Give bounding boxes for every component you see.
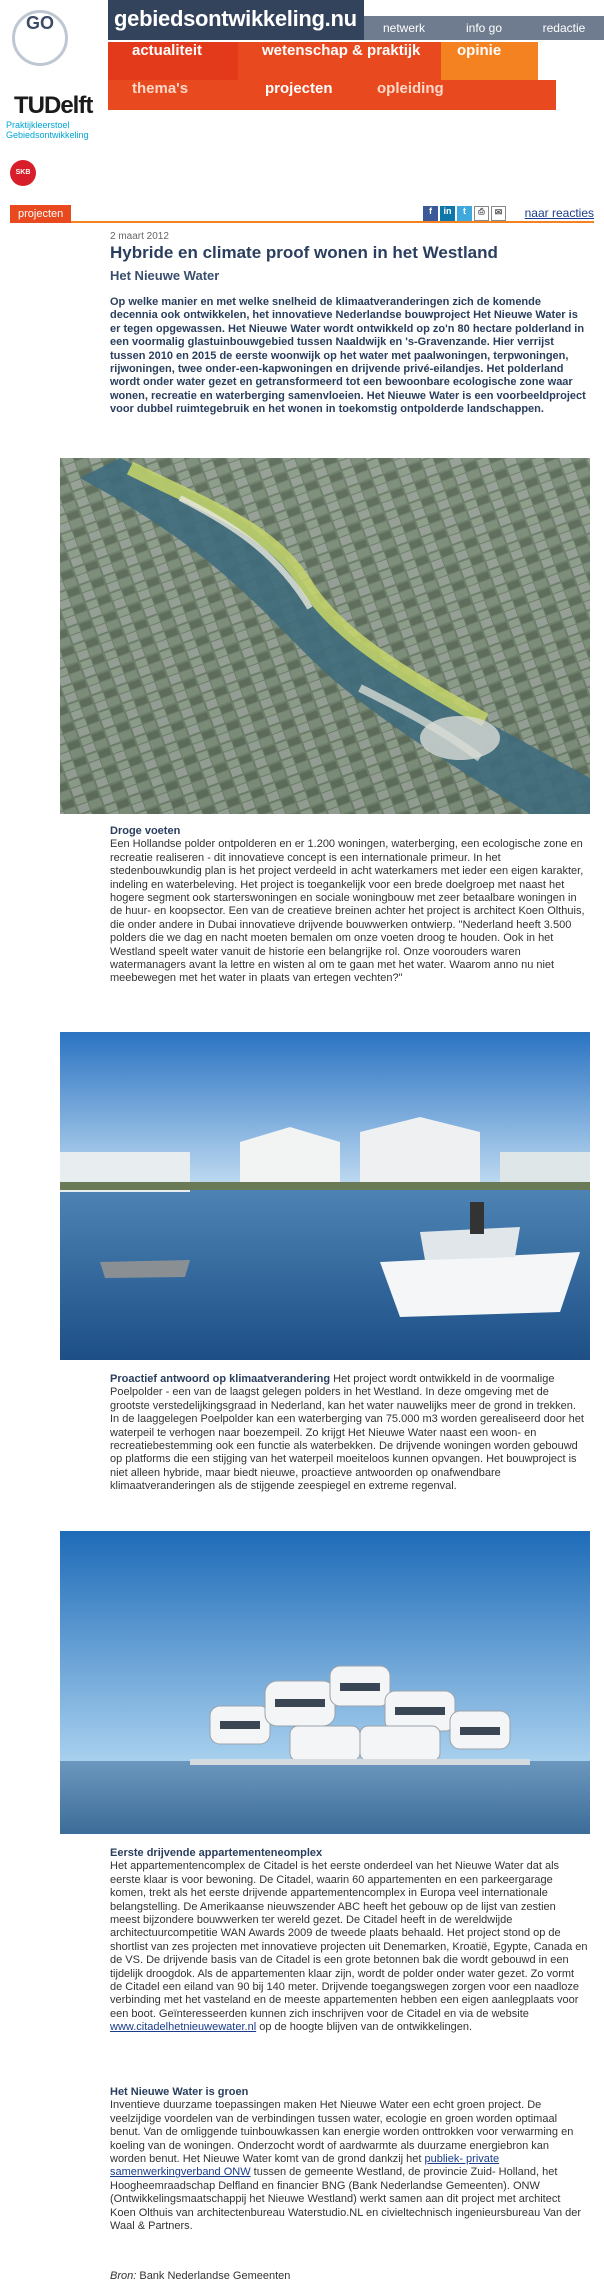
article-intro: Op welke manier en met welke snelheid de klimaatveranderingen zich de komende decennia ook ontwikkelen, het innovatieve Nederlandse bouwproject Het Nieuwe Water is er tegen opgewassen. Het Nieuwe Water wordt ontwikkeld op zo'n 80 hectare polderland in een voormalig glastuinbouwgebied tussen Naaldwijk en 's-Gravenzande. Hier verrijst tussen 2010 en 2015 de eerste woonwijk op het water met paalwoningen, terpwoningen, rijwoningen, twee onder-een-kapwoningen en drijvende privé-eilandjes. Het polderland wordt onder water gezet en getransformeerd tot een bewoonbare ecologische zone waar wonen, recreatie en waterberging samenvloeien. Het Nieuwe Water is een voorbeeldproject voor dubbel ruimtegebruik en het wonen in toekomstig ontpolderde landschappen.: [110, 296, 586, 416]
article-date: 2 maart 2012: [110, 231, 169, 242]
nav-wetenschap-praktijk[interactable]: wetenschap & praktijk: [238, 42, 441, 80]
tudelft-subtitle-1: Praktijkleerstoel: [6, 120, 70, 130]
linkedin-icon[interactable]: in: [440, 206, 455, 221]
go-logo-text: GO: [25, 13, 54, 33]
section-citadel: [110, 1847, 588, 2035]
nav-opleiding[interactable]: opleiding: [377, 80, 444, 97]
site-title-bar: [108, 0, 364, 40]
section-heading: Eerste drijvende appartementeneomplex: [110, 1847, 323, 1859]
main-nav-row-2: [108, 80, 556, 110]
section-bar: [10, 205, 594, 223]
section-proactief: [110, 1373, 588, 1494]
facebook-icon[interactable]: f: [423, 206, 438, 221]
citadel-website-link[interactable]: www.citadelhetnieuwewater.nl: [110, 2021, 257, 2034]
section-body: Inventieve duurzame toepassingen maken Het Nieuwe Water een echt groen project. De veelzijdige voordelen van de verbindingen tussen water, ecologie en groen worden optimaal benut. Van de omliggende tuinbouwkassen kan energie worden onttrokken voor verwarming en koeling van de woningen. Onderzocht wordt of aardwarmte als duurzame energiebron kan worden benut. Het Nieuwe Water komt van de grond dankzij het publiek- private samenwerkingverband ONW tussen de gemeente Westland, de provincie Zuid- Holland, het Hoogheemraadschap Delfland en financier BNG (Bank Nederlandse Gemeenten). ONW (Ontwikkelingsmaatschappij het Nieuwe Westland) werkt samen aan dit project met architect Koen Olthuis van architectenbureau Waterstudio.NL en civieltechnisch ingenieursbureau Van der Waal & Partners.: [110, 2099, 582, 2233]
section-droge-voeten: [110, 825, 588, 986]
util-nav-info-go[interactable]: info go: [465, 21, 503, 35]
citadel-render-image: [60, 1531, 590, 1834]
site-title[interactable]: gebiedsontwikkeling.nu: [114, 6, 357, 31]
reactions-link[interactable]: naar reacties: [524, 206, 594, 220]
tudelft-logo[interactable]: [4, 86, 108, 146]
util-nav-redactie[interactable]: redactie: [542, 21, 586, 35]
tudelft-name: TUDelft: [14, 92, 93, 119]
site-header: [0, 0, 604, 200]
skb-logo[interactable]: SKB: [10, 160, 36, 186]
nav-actualiteit[interactable]: actualiteit: [108, 42, 238, 80]
source-value: Bank Nederlandse Gemeenten: [136, 2270, 291, 2282]
section-groen: [110, 2086, 588, 2233]
section-body: Het project wordt ontwikkeld in de voormalige Poelpolder - een van de laagst gelegen polders in het Westland. In deze omgeving met de grootste verstedelijkingsgraad in Nederland, kan het water nauwelijks meer de grond in trekken. In de laaggelegen Poelpolder kan een waterberging van 75.000 m3 worden gerealiseerd door het waterpeil te verhogen naar boezempeil. Zo krijgt Het Nieuwe Water naast een woon- en recreatiebestemming ook een functie als waterbekken. De drijvende woningen worden gebouwd op platforms die een stijging van het waterpeil moeiteloos kunnen opvangen. Het bouwproject is niet alleen hybride, maar biedt nieuwe, proactieve antwoorden op onafwendbare klimaatveranderingen als de stijgende zeespiegel en extreme regenval.: [110, 1373, 584, 1493]
main-nav-row-1: [108, 42, 604, 80]
go-logo[interactable]: [12, 10, 68, 66]
mail-icon[interactable]: ✉: [491, 206, 506, 221]
section-heading: Droge voeten: [110, 825, 181, 837]
source-label: Bron:: [110, 2270, 137, 2282]
section-heading: Het Nieuwe Water is groen: [110, 2086, 249, 2098]
aerial-render-image: [60, 458, 590, 814]
nav-opinie[interactable]: opinie: [441, 42, 538, 80]
section-heading: Proactief antwoord op klimaatverandering: [110, 1373, 331, 1385]
section-body: Een Hollandse polder ontpolderen en er 1.200 woningen, waterberging, een ecologische zone en recreatie realiseren - dit innovatieve concept is een internationale primeur. In het stedenbouwkundig plan is het project verdeeld in acht waterkamers met ieder een eigen karakter, indeling en waterbeleving. Het project is toegankelijk voor een brede doelgroep met naast het hogere segment ook starterswoningen en sociale woningbouw met zeer betaalbare woningen in de huur- en koopsector. Een van de creatieve breinen achter het project is architect Koen Olthuis, die onder andere in Dubai innovatieve drijvende bouwwerken ontwierp. "Nederland heeft 3.500 polders die we dag en nacht moeten bemalen om onze voeten droog te houden. Ook in het Westland speelt water vanuit de historie een belangrijke rol. Onze voorouders waren watermanagers avant la lettre en wisten al om te gaan met het water. Waarom anno nu niet meebewegen met het water in plaats van ertegen vechten?": [110, 838, 585, 985]
canal-render-image: [60, 1032, 590, 1360]
section-body: Het appartementencomplex de Citadel is het eerste onderdeel van het Nieuwe Water dat als eerste klaar is voor bewoning. De Citadel, waarin 60 appartementen en een parkeergarage komen, trekt als het eerste drijvende appartementencomplex in Europa veel internationale belangstelling. De Amerikaanse nieuwszender ABC heeft het gebouw op de lijst van zestien meest bijzondere bouwwerken ter wereld gezet. De Citadel heeft in de wereldwijde architectuurcompetitie WAN Awards 2009 de tweede plaats behaald. Het project stond op de shortlist van zes projecten met innovatieve projecten uit Denemarken, Kroatië, Egypte, Canada en de VS. De drijvende basis van de Citadel is een grote betonnen bak die wordt gebouwd in een tijdelijk droogdok. Als de appartementen klaar zijn, wordt de polder onder water gezet. Zo vormt de Citadel een eiland van 90 bij 140 meter. Drijvende toegangswegen zorgen voor een naadloze verbinding met het vasteland en de meeste appartementen hebben een eigen aanlegplaats voor een boot. Geïnteresseerden kunnen zich inschrijven voor de Citadel en via de website www.citadelhetnieuwewater.nl op de hoogte blijven van de ontwikkelingen.: [110, 1860, 588, 2034]
print-icon[interactable]: ⎙: [474, 206, 489, 221]
tudelft-subtitle-2: Gebiedsontwikkeling: [6, 130, 89, 140]
article-title: Hybride en climate proof wonen in het Westland: [110, 243, 498, 262]
nav-themas[interactable]: thema's: [132, 80, 189, 97]
utility-nav: [364, 16, 604, 40]
article-source: [110, 2270, 290, 2283]
article-subtitle: Het Nieuwe Water: [110, 268, 220, 283]
nav-projecten[interactable]: projecten: [265, 80, 333, 97]
share-icons: [423, 206, 506, 221]
twitter-icon[interactable]: t: [457, 206, 472, 221]
util-nav-netwerk[interactable]: netwerk: [382, 21, 426, 35]
onw-link[interactable]: publiek- private samenwerkingverband ONW: [110, 2153, 500, 2179]
section-tab-projecten[interactable]: projecten: [10, 205, 71, 223]
